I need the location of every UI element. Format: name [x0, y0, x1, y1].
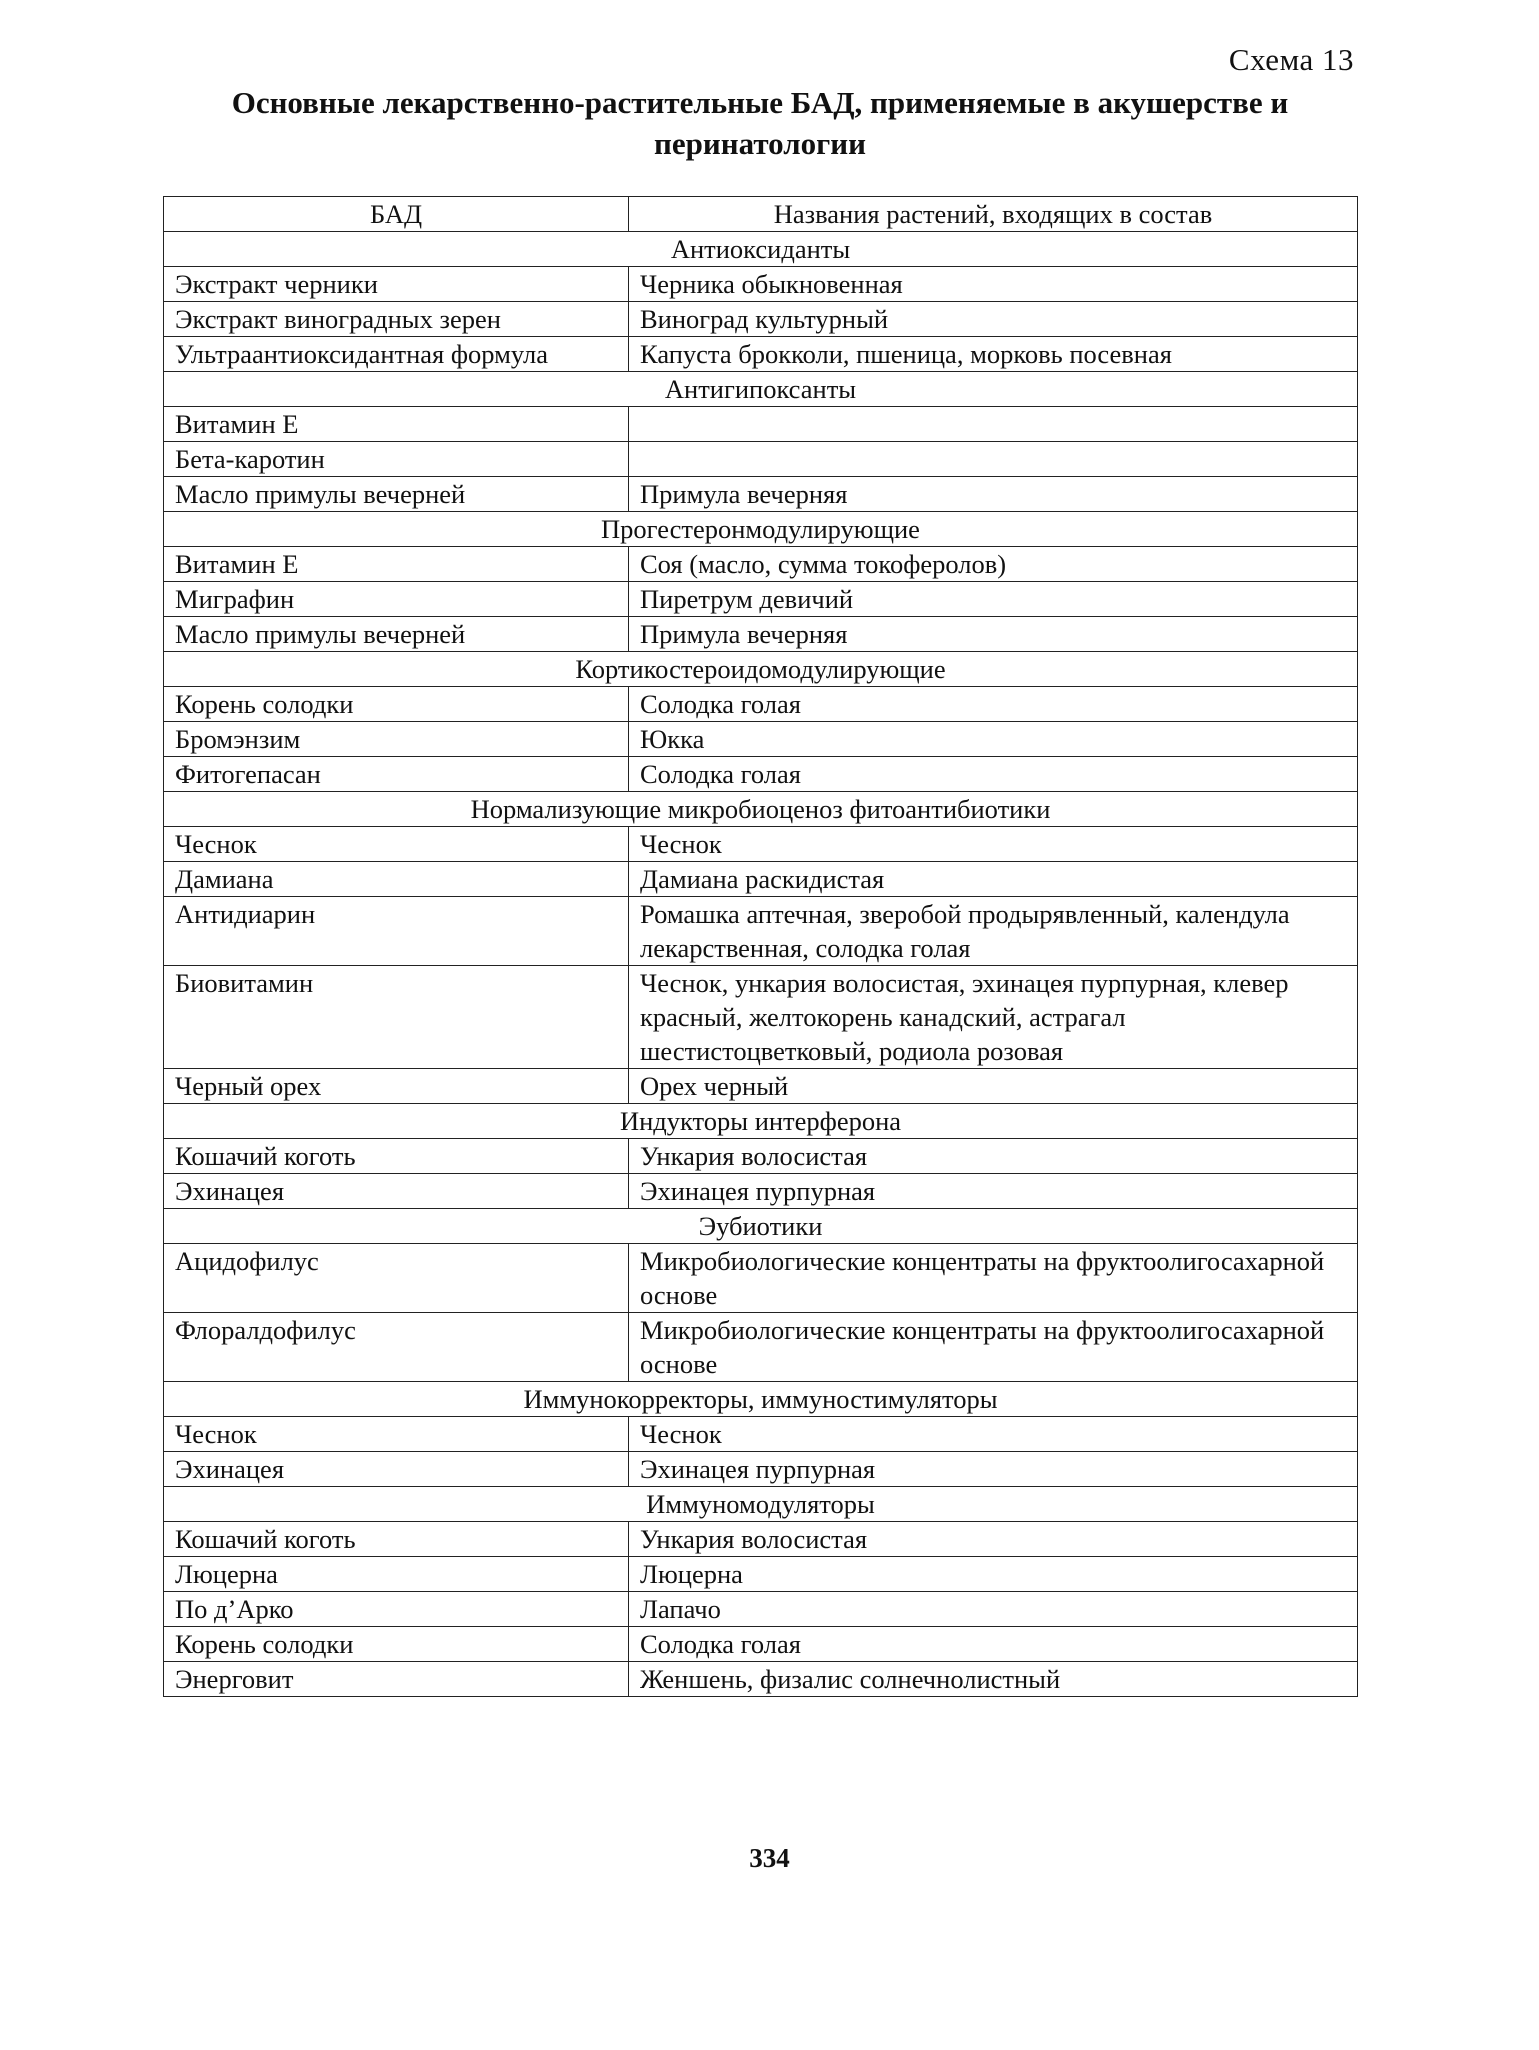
- bad-name-cell: По д’Арко: [164, 1592, 629, 1627]
- plants-cell: [629, 442, 1358, 477]
- document-title: Основные лекарственно-растительные БАД, применяемые в акушерстве и перинатологии: [231, 85, 1289, 161]
- plants-cell: Лапачо: [629, 1592, 1358, 1627]
- bad-name-cell: Экстракт черники: [164, 267, 629, 302]
- plants-cell: [629, 407, 1358, 442]
- plants-cell: Черника обыкновенная: [629, 267, 1358, 302]
- section-row: [164, 1487, 1358, 1522]
- table-row: [164, 1522, 1358, 1557]
- plants-cell: Чеснок, ункария волосистая, эхинацея пурпурная, клевер красный, желтокорень канадский, астрагал шестистоцветковый, родиола розовая: [629, 966, 1358, 1069]
- plants-cell: Люцерна: [629, 1557, 1358, 1592]
- section-row: [164, 232, 1358, 267]
- section-row: [164, 512, 1358, 547]
- plants-cell: Эхинацея пурпурная: [629, 1174, 1358, 1209]
- bad-name-cell: Черный орех: [164, 1069, 629, 1104]
- table-row: [164, 547, 1358, 582]
- bad-name-cell: Миграфин: [164, 582, 629, 617]
- bad-name-cell: Ацидофилус: [164, 1244, 629, 1313]
- bad-name-cell: Чеснок: [164, 1417, 629, 1452]
- page-number: 334: [749, 1843, 790, 1873]
- plants-cell: Ункария волосистая: [629, 1139, 1358, 1174]
- section-row: [164, 1209, 1358, 1244]
- header-row: [164, 197, 1358, 232]
- bad-name-cell: Витамин Е: [164, 407, 629, 442]
- plants-cell: Солодка голая: [629, 757, 1358, 792]
- table-body: [164, 197, 1358, 1697]
- plants-cell: Чеснок: [629, 1417, 1358, 1452]
- plants-cell: Микробиологические концентраты на фруктоолигосахарной основе: [629, 1313, 1358, 1382]
- plants-cell: Микробиологические концентраты на фруктоолигосахарной основе: [629, 1244, 1358, 1313]
- table-row: [164, 407, 1358, 442]
- bad-name-cell: Кошачий коготь: [164, 1522, 629, 1557]
- table-row: [164, 1069, 1358, 1104]
- header-cell-bad: БАД: [164, 197, 629, 232]
- table-row: [164, 1313, 1358, 1382]
- bad-name-cell: Экстракт виноградных зерен: [164, 302, 629, 337]
- bad-name-cell: Энерговит: [164, 1662, 629, 1697]
- section-row: [164, 372, 1358, 407]
- bad-table: [163, 196, 1358, 1697]
- plants-cell: Солодка голая: [629, 1627, 1358, 1662]
- bad-name-cell: Корень солодки: [164, 687, 629, 722]
- section-row: [164, 1382, 1358, 1417]
- table-row: [164, 1244, 1358, 1313]
- bad-name-cell: Масло примулы вечерней: [164, 617, 629, 652]
- table-row: [164, 302, 1358, 337]
- bad-name-cell: Фитогепасан: [164, 757, 629, 792]
- plants-cell: Примула вечерняя: [629, 617, 1358, 652]
- section-title: Антигипоксанты: [164, 372, 1358, 407]
- plants-cell: Пиретрум девичий: [629, 582, 1358, 617]
- plants-cell: Солодка голая: [629, 687, 1358, 722]
- bad-name-cell: Чеснок: [164, 827, 629, 862]
- bad-name-cell: Масло примулы вечерней: [164, 477, 629, 512]
- plants-cell: Капуста брокколи, пшеница, морковь посевная: [629, 337, 1358, 372]
- table-row: [164, 757, 1358, 792]
- section-title: Нормализующие микробиоценоз фитоантибиотики: [164, 792, 1358, 827]
- plants-cell: Ромашка аптечная, зверобой продырявленный, календула лекарственная, солодка голая: [629, 897, 1358, 966]
- section-title: Эубиотики: [164, 1209, 1358, 1244]
- section-title: Прогестеронмодулирующие: [164, 512, 1358, 547]
- table-row: [164, 477, 1358, 512]
- table-row: [164, 1662, 1358, 1697]
- table-row: [164, 966, 1358, 1069]
- table-row: [164, 582, 1358, 617]
- bad-name-cell: Кошачий коготь: [164, 1139, 629, 1174]
- table-row: [164, 1174, 1358, 1209]
- plants-cell: Юкка: [629, 722, 1358, 757]
- plants-cell: Примула вечерняя: [629, 477, 1358, 512]
- plants-cell: Ункария волосистая: [629, 1522, 1358, 1557]
- scheme-label: Схема 13: [1228, 42, 1354, 77]
- section-row: [164, 652, 1358, 687]
- bad-name-cell: Эхинацея: [164, 1452, 629, 1487]
- section-title: Иммуномодуляторы: [164, 1487, 1358, 1522]
- section-title: Иммунокорректоры, иммуностимуляторы: [164, 1382, 1358, 1417]
- plants-cell: Соя (масло, сумма токоферолов): [629, 547, 1358, 582]
- bad-name-cell: Люцерна: [164, 1557, 629, 1592]
- table-row: [164, 897, 1358, 966]
- table-row: [164, 1452, 1358, 1487]
- table-row: [164, 862, 1358, 897]
- table-row: [164, 617, 1358, 652]
- bad-name-cell: Бромэнзим: [164, 722, 629, 757]
- table-row: [164, 1627, 1358, 1662]
- bad-name-cell: Флоралдофилус: [164, 1313, 629, 1382]
- plants-cell: Женшень, физалис солнечнолистный: [629, 1662, 1358, 1697]
- table-row: [164, 1417, 1358, 1452]
- bad-name-cell: Дамиана: [164, 862, 629, 897]
- plants-cell: Орех черный: [629, 1069, 1358, 1104]
- section-row: [164, 1104, 1358, 1139]
- section-title: Кортикостероидомодулирующие: [164, 652, 1358, 687]
- bad-name-cell: Антидиарин: [164, 897, 629, 966]
- table-row: [164, 1557, 1358, 1592]
- bad-name-cell: Биовитамин: [164, 966, 629, 1069]
- plants-cell: Дамиана раскидистая: [629, 862, 1358, 897]
- header-cell-plants: Названия растений, входящих в состав: [629, 197, 1358, 232]
- bad-name-cell: Бета-каротин: [164, 442, 629, 477]
- plants-cell: Эхинацея пурпурная: [629, 1452, 1358, 1487]
- bad-name-cell: Ультраантиоксидантная формула: [164, 337, 629, 372]
- section-title: Индукторы интерферона: [164, 1104, 1358, 1139]
- plants-cell: Чеснок: [629, 827, 1358, 862]
- table-row: [164, 1592, 1358, 1627]
- section-title: Антиоксиданты: [164, 232, 1358, 267]
- bad-name-cell: Эхинацея: [164, 1174, 629, 1209]
- bad-name-cell: Витамин Е: [164, 547, 629, 582]
- table-row: [164, 442, 1358, 477]
- section-row: [164, 792, 1358, 827]
- bad-name-cell: Корень солодки: [164, 1627, 629, 1662]
- plants-cell: Виноград культурный: [629, 302, 1358, 337]
- table-row: [164, 687, 1358, 722]
- table-row: [164, 722, 1358, 757]
- table-row: [164, 827, 1358, 862]
- table-row: [164, 337, 1358, 372]
- table-row: [164, 267, 1358, 302]
- table-row: [164, 1139, 1358, 1174]
